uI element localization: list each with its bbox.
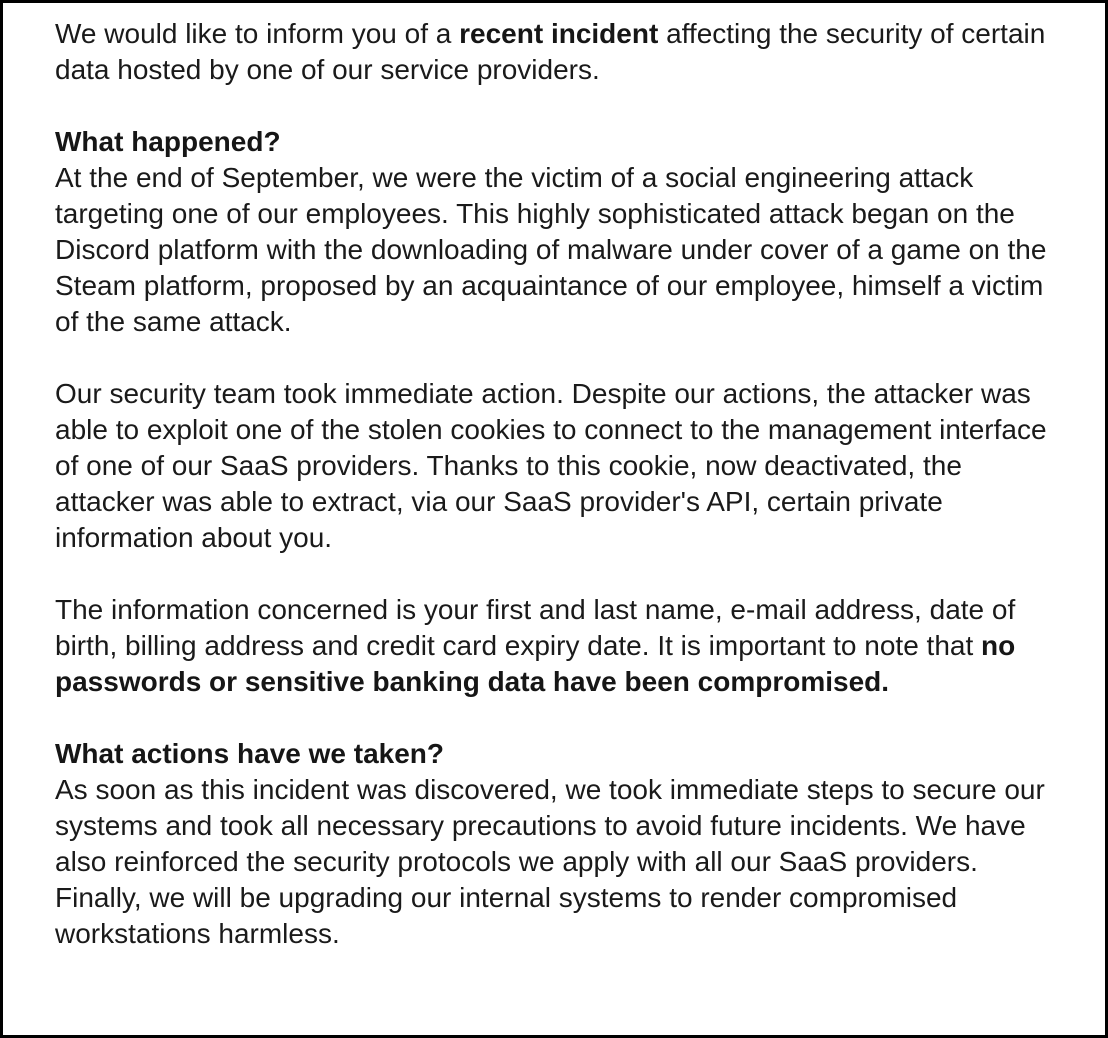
what-happened-body: At the end of September, we were the victim of a social engineering attack targeting one of our employees. This highly sophisticated attack began on the Discord platform with the downloading of malware under cover of a game on the Steam platform, proposed by an acquaintance of our employee, himself a victim of the same attack. <box>55 162 1047 337</box>
security-team-body: Our security team took immediate action. Despite our actions, the attacker was able to exploit one of the stolen cookies to connect to the management interface of one of our SaaS providers. Thanks to this cookie, now deactivated, the attacker was able to extract, via our SaaS provider's API, certain private information about you. <box>55 378 1047 553</box>
information-concerned-text: The information concerned is your first and last name, e-mail address, date of birth, billing address and credit card expiry date. It is important to note that <box>55 594 1016 661</box>
actions-taken-heading: What actions have we taken? <box>55 738 444 769</box>
information-concerned-bold-no-passwords: no passwords or sensitive banking data have been compromised. <box>55 630 1016 697</box>
what-happened-section <box>55 124 1053 340</box>
security-team-paragraph <box>55 376 1053 556</box>
actions-taken-section <box>55 736 1053 952</box>
information-concerned-paragraph <box>55 592 1053 700</box>
intro-text-post: affecting the security of certain data hosted by one of our service providers. <box>55 18 1046 85</box>
what-happened-heading: What happened? <box>55 126 281 157</box>
intro-bold-recent-incident: recent incident <box>459 18 659 49</box>
actions-taken-body: As soon as this incident was discovered, we took immediate steps to secure our systems and took all necessary precautions to avoid future incidents. We have also reinforced the security protocols we apply with all our SaaS providers. Finally, we will be upgrading our internal systems to render compromised workstations harmless. <box>55 774 1045 949</box>
intro-text-pre: We would like to inform you of a <box>55 18 460 49</box>
intro-paragraph <box>55 16 1053 88</box>
